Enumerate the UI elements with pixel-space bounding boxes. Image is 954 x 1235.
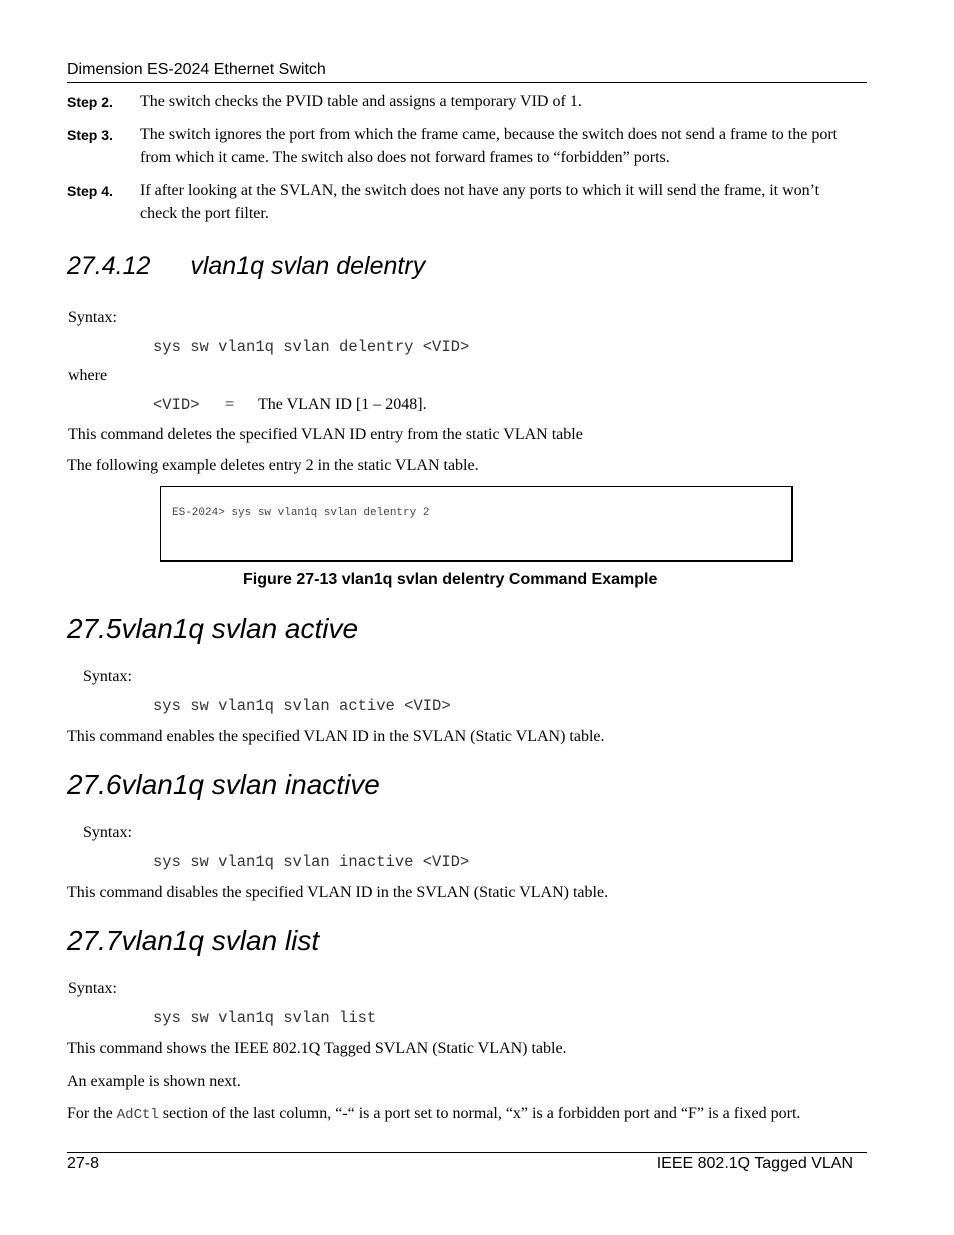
header-rule bbox=[67, 82, 867, 83]
command-example-box bbox=[160, 486, 793, 562]
param-description: The VLAN ID [1 – 2048]. bbox=[258, 396, 427, 413]
chapter-title: IEEE 802.1Q Tagged VLAN bbox=[656, 1155, 853, 1172]
list-example-intro: An example is shown next. bbox=[67, 1073, 241, 1090]
syntax-label: Syntax: bbox=[83, 668, 132, 685]
active-description: This command enables the specified VLAN ID in the SVLAN (Static VLAN) table. bbox=[67, 728, 605, 745]
list-description: This command shows the IEEE 802.1Q Tagged SVLAN (Static VLAN) table. bbox=[67, 1040, 567, 1057]
command-syntax: sys sw vlan1q svlan active <VID> bbox=[153, 697, 451, 715]
step-3-label: Step 3. bbox=[67, 127, 113, 143]
syntax-label: Syntax: bbox=[68, 309, 117, 326]
section-heading-delentry bbox=[67, 252, 425, 281]
section-number: 27.4.12 bbox=[67, 252, 151, 280]
figure-caption: Figure 27-13 vlan1q svlan delentry Command Example bbox=[243, 571, 658, 588]
section-heading-active: 27.5vlan1q svlan active bbox=[67, 613, 359, 644]
note-prefix: For the bbox=[67, 1105, 117, 1122]
footer-rule bbox=[67, 1152, 867, 1153]
step-4-label: Step 4. bbox=[67, 183, 113, 199]
syntax-label: Syntax: bbox=[68, 980, 117, 997]
inactive-description: This command disables the specified VLAN ID in the SVLAN (Static VLAN) table. bbox=[67, 884, 609, 901]
command-syntax: sys sw vlan1q svlan list bbox=[153, 1009, 377, 1027]
note-code: AdCtl bbox=[116, 1107, 159, 1123]
adctl-note bbox=[67, 1105, 800, 1123]
section-heading-list: 27.7vlan1q svlan list bbox=[67, 925, 320, 956]
delentry-description: This command deletes the specified VLAN ID entry from the static VLAN table bbox=[68, 426, 583, 443]
step-2-text: The switch checks the PVID table and assigns a temporary VID of 1. bbox=[140, 93, 582, 110]
example-intro: The following example deletes entry 2 in the static VLAN table. bbox=[67, 457, 479, 474]
param-name: <VID> bbox=[153, 396, 200, 414]
command-syntax: sys sw vlan1q svlan delentry <VID> bbox=[153, 338, 470, 356]
param-equals: = bbox=[225, 396, 235, 413]
syntax-label: Syntax: bbox=[83, 824, 132, 841]
example-code: ES-2024> sys sw vlan1q svlan delentry 2 bbox=[172, 507, 430, 519]
step-3-text: The switch ignores the port from which the frame came, because the switch does not send a frame to the port from which it came. The switch also does not forward frames to “forbidden” ports. bbox=[140, 126, 838, 166]
section-heading-inactive: 27.6vlan1q svlan inactive bbox=[67, 769, 380, 800]
running-header: Dimension ES-2024 Ethernet Switch bbox=[67, 61, 326, 78]
where-label: where bbox=[68, 367, 108, 384]
note-suffix: section of the last column, “-“ is a port set to normal, “x” is a forbidden port and “F” is a fixed port. bbox=[158, 1105, 801, 1122]
step-2-label: Step 2. bbox=[67, 94, 113, 110]
step-4-text: If after looking at the SVLAN, the switch does not have any ports to which it will send the frame, it won’t check the port filter. bbox=[140, 182, 820, 222]
section-title: vlan1q svlan delentry bbox=[190, 252, 426, 280]
page-number: 27-8 bbox=[67, 1155, 100, 1172]
command-syntax: sys sw vlan1q svlan inactive <VID> bbox=[153, 853, 470, 871]
